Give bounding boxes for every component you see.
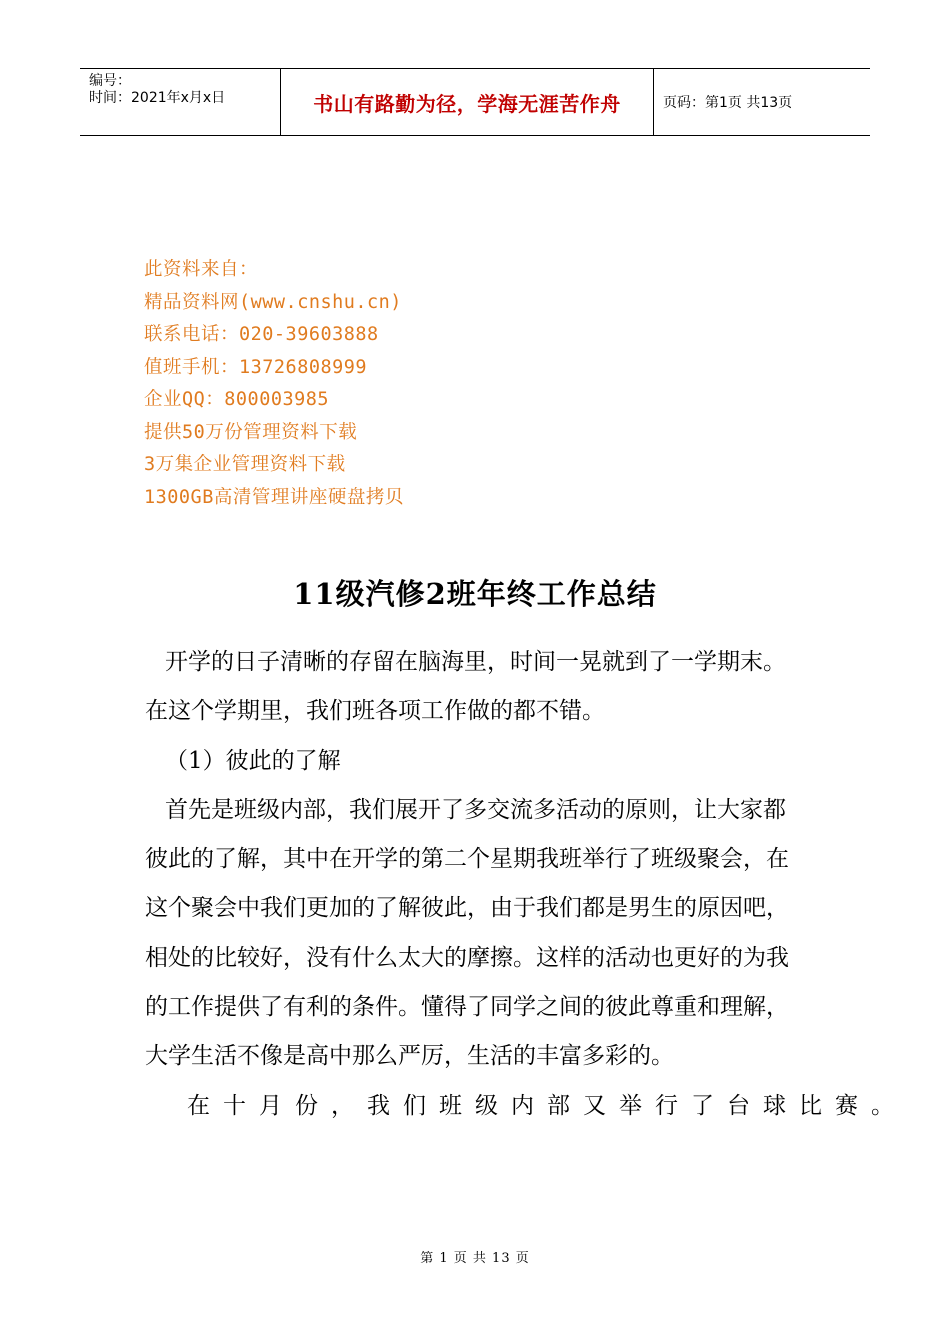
source-line: 此资料来自： [144, 259, 259, 280]
document-title: 11级汽修2班年终工作总结 [293, 577, 657, 611]
date-label: 时间：2021年x月x日 [89, 90, 226, 106]
source-info-block [144, 254, 404, 514]
paragraph: 首先是班级内部，我们展开了多交流多活动的原则，让大家都彼此的了解，其中在开学的第二个星期我班举行了班级聚会，在这个聚会中我们更加的了解彼此，由于我们都是男生的原因吧，相处的比较好，没有什么太大的摩擦。这样的活动也更好的为我的工作提供了有利的条件。懂得了同学之间的彼此尊重和理解，大学生活不像是高中那么严厉，生活的丰富多彩的。 [145, 796, 789, 1070]
source-qq-line: 企业QQ：800003985 [144, 389, 330, 410]
source-offer-line: 3万集企业管理资料下载 [144, 454, 346, 475]
header-meta-cell [80, 69, 281, 135]
source-phone-line: 联系电话：020-39603888 [144, 324, 379, 345]
serial-label: 编号： [89, 73, 131, 89]
section-heading: （1）彼此的了解 [165, 747, 341, 774]
source-offer-line: 1300GB高清管理讲座硬盘拷贝 [144, 486, 404, 508]
document-body [145, 638, 907, 1131]
header-motto-cell [281, 69, 654, 135]
page-footer: 第 1 页 共 13 页 [420, 1251, 530, 1266]
source-offer-line: 提供50万份管理资料下载 [144, 421, 358, 443]
motto-text: 书山有路勤为径，学海无涯苦作舟 [313, 91, 621, 116]
source-website-line: 精品资料网(www.cnshu.cn) [144, 291, 402, 313]
page-info: 页码：第1页 共13页 [663, 95, 793, 111]
source-mobile-line: 值班手机：13726808999 [144, 356, 368, 378]
paragraph: 开学的日子清晰的存留在脑海里，时间一晃就到了一学期末。在这个学期里，我们班各项工作做的都不错。 [145, 649, 786, 725]
header-table [80, 68, 870, 136]
paragraph: 在十月份，我们班级内部又举行了台球比赛。 [187, 1092, 907, 1119]
header-page-cell [654, 69, 870, 135]
